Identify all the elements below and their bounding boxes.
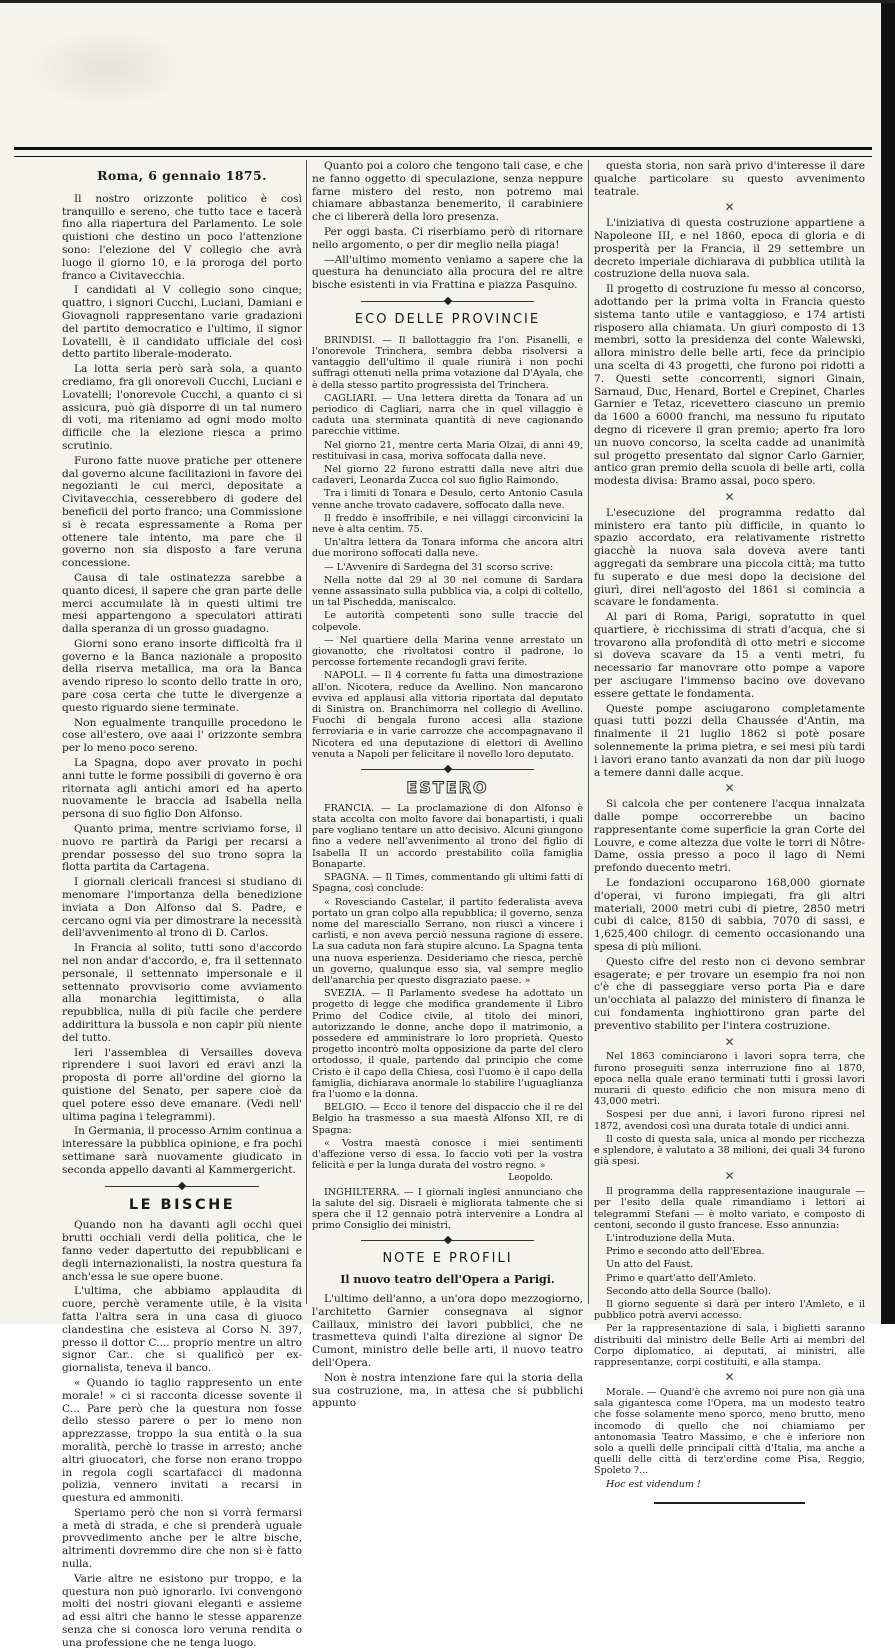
eco-block: [312, 335, 583, 760]
paragraph: Quanto prima, mentre scriviamo forse, il nuovo re partirà da Parigi per recarsi a prendar possesso del suo trono sopra la flotta partita da Cartagena.: [62, 823, 302, 874]
paragraph: Il nostro orizzonte politico è così tranquillo e sereno, che tutto tace e tacerà fino alla riapertura del Parlamento. Le sole quistioni che destino un poco l'attenzione sono: l'elezione del V collegio che avrà luogo il giorno 10, e la proroga del porto franco a Civitavecchia.: [62, 192, 302, 282]
signature: Leopoldo.: [508, 1173, 553, 1184]
paragraph: Queste pompe asciugarono completamente quasi tutti pozzi della Chaussée d'Antin, ma finalmente il 21 luglio 1862 si potè posare solennemente la prima pietra, e sei mesi più tardi i lavori erano tanto avanzati da non dar più luogo a temere danni dalle acque.: [594, 702, 865, 779]
diamond-ornament-icon: [443, 1236, 451, 1244]
section-ornament: [312, 1235, 583, 1247]
header-double-rule: [14, 147, 872, 157]
section-ornament: [62, 1181, 302, 1193]
closing-line: Hoc est videndum !: [606, 1478, 701, 1490]
diamond-ornament-icon: [178, 1181, 186, 1189]
paragraph: Il programma della rappresentazione inaugurale — per l'esito della quale rimandiamo i lettori ai telegrammi Stefani — è molto variato, e composto di centoni, secondo il gusto francese. Esso annunzia:: [594, 1186, 865, 1231]
paragraph: Il giorno seguente si darà per intero l'Amleto, e il pubblico potrà avervi accesso.: [594, 1299, 865, 1322]
paragraph: Nel 1863 cominciarono i lavori sopra terra, che furono proseguiti senza interruzione fino al 1870, epoca nella quale erano terminati tutti i grossi lavori murarii di questo edificio che non misura meno di 43,000 metri.: [594, 1051, 865, 1108]
paragraph: La lotta seria però sarà sola, a quanto crediamo, fra gli onorevoli Cucchi, Luciani e Lovatelli; l'onorevole Cucchi, a quanto ci si assicura, può già disporre di un tal numero di voti, ma riteniamo ad ogni modo molto difficile che la elezione riesca a primo scrutinio.: [62, 363, 302, 452]
paragraph: Quanto poi a coloro che tengono tali case, e che ne fanno oggetto di speculazione, senza neppure farne mistero del resto, non potremo mai chiamare abbastanza benemerito, il carabiniere che ci libererà della loro presenza.: [312, 160, 583, 224]
paragraph: Morale. — Quand'è che avremo noi pure non già una sala gigantesca come l'Opera, ma un modesto teatro che fosse solamente meno sporco, meno brutto, meno incomodo di quello che noi chiamiamo per antonomasia Teatro Massimo, e che è inferiore non solo a quelli delle principali città d'Italia, ma anche a quelli delle città di terz'ordine come Pisa, Reggio, Spoleto ?...: [594, 1387, 865, 1477]
paragraph: questa storia, non sarà privo d'interesse il dare qualche particolare su questo avvenimento teatrale.: [594, 160, 865, 198]
paragraph: « Vostra maestà conosce i miei sentimenti d'affezione verso di essa. Io faccio voti per la vostra felicità e per la lunga durata del vostro regno. »: [312, 1137, 583, 1172]
column-3: [594, 160, 865, 1490]
estero-block: [312, 803, 583, 1232]
column-divider: [588, 160, 589, 1304]
diamond-ornament-icon: [443, 765, 451, 773]
article-subheading: Il nuovo teatro dell'Opera a Parigi.: [340, 1273, 555, 1287]
paragraph: NAPOLI. — Il 4 corrente fu fatta una dimostrazione all'on. Nicotera, reduce da Avellino. Non mancarono evviva ed applausi alla vittoria riportata dal deputato di Sinistra on. Branchimorra nel collegio di Avellino. Fuochi di bengala furono accesi alla stazione ferroviaria e in varie carrozze che accompagnavano il Nicotera ed una deputazione di elettori di Avellino venuta a Napoli per felicitare il novello loro deputato.: [312, 670, 583, 760]
paragraph: Causa di tale ostinatezza sarebbe a quanto dicesi, il sapere che gran parte delle merci accumulate là in questi ultimi tre mesi appartengono a speculatori attirati dalla speranza di un grosso guadagno.: [62, 571, 302, 636]
scan-border-right: [881, 0, 895, 1324]
paragraph: Nel giorno 22 furono estratti dalla neve altri due cadaveri, Leonarda Zucca col suo figlio Raimondo.: [312, 464, 583, 487]
paragraph: I candidati al V collegio sono cinque; quattro, i signori Cucchi, Luciani, Damiani e Giovagnoli rappresentano varie gradazioni del partito democratico e l'ultimo, il signor Lovatelli, è il candidato ufficiale del così detto partito liberale-moderato.: [62, 284, 302, 361]
paragraph: Giorni sono erano insorte difficoltà fra il governo e la Banca nazionale a proposito della riserva metallica, ma ora la Banca avendo ripreso lo sconto dello tratte in oro, pare cosa certa che tutte le divergenze a questo riguardo siene terminate.: [62, 637, 302, 714]
cross-separator-icon: ✕: [724, 200, 735, 215]
morale-block: [594, 1387, 865, 1490]
paragraph: Il progetto di costruzione fu messo al concorso, adottando per la prima volta in Francia questo sistema tanto utile e vantaggioso, e 174 artisti risposero alla chiamata. Un giurì composto di 13 membri, sotto la presidenza del conte Walewski, allora ministro delle belle arti, fece da principio una scelta di 43 progetti, che furono poi ridotti a 7. Questi sette concorrenti, signori Ginain, Sarnaud, Duc, Henard, Bortel e Crepinet, Charles Garnier e Tetaz, ricevettero ciascuno un premio da 1600 a 6000 franchi, ma nessuno fu riputato degno di ricevere il gran premio; aperto fra loro un nuovo concorso, la scelta cadde ad unanimità sul progetto presentato dal signor Carlo Garnier, antico gran premio della scuola di belle arti, colla modesta divisa: Bramo assai, poco spero.: [594, 283, 865, 488]
programme-item: Un atto del Faust.: [606, 1259, 694, 1271]
paragraph: Un'altra lettera da Tonara informa che ancora altri due morirono soffocati dalla neve.: [312, 537, 583, 560]
paragraph: Al pari di Roma, Parigi, sopratutto in quel quartiere, è ricchissima di strati d'acqua, che si trovarono alla profondità di otto metri e siccome si doveva scavare da 15 a venti metri, fu necessario far manovrare otto pompe a vapore per asciugare l'immenso bacino ove dovevano essere gettate le fondamenta.: [594, 611, 865, 700]
programme-item: L'introduzione della Muta.: [606, 1233, 735, 1245]
paragraph: SPAGNA. — Il Times, commentando gli ultimi fatti di Spagna, così conclude:: [312, 872, 583, 895]
paragraph: INGHILTERRA. — I giornali inglesi annunciano che la salute del sig. Disraeli è migliorata talmente che si spera che il 12 gennaio potrà intervenire a Londra al primo Consiglio dei ministri.: [312, 1186, 583, 1232]
paragraph: L'iniziativa di questa costruzione appartiene a Napoleone III, e nel 1860, epoca di gloria e di prosperità per la Francia, il 29 settembre un decreto imperiale dichiarava di pubblica utilità la costruzione della nuova sala.: [594, 217, 865, 281]
paragraph: Si calcola che per contenere l'acqua innalzata dalle pompe occorrerebbe un bacino rappresentante come superficie la gran Corte del Louvre, e come altezza due volte le torri di Nôtre-Dame, ossia presso a poco il lago di Nemi prefondo duecento metri.: [594, 798, 865, 875]
paragraph: L'ultimo dell'anno, a un'ora dopo mezzogiorno, l'architetto Garnier consegnava al signor Caillaux, ministro dei lavori pubblici, che ne trasmetteva quindi l'alta direzione al signor De Cumont, ministro delle belle arti, il nuovo teatro dell'Opera.: [312, 1292, 583, 1369]
paragraph: Tra i limiti di Tonara e Desulo, certo Antonio Casula venne anche trovato cadavere, soffocato dalla neve.: [312, 488, 583, 511]
programme-block: [594, 1186, 865, 1368]
column-2: [312, 160, 583, 1410]
paragraph: — Nel quartiere della Marina venne arrestato un giovanotto, che rivoltatosi contro il padrone, lo percosse fortemente recandogli gravi ferite.: [312, 634, 583, 669]
end-rule: [594, 1498, 865, 1508]
paper-stain: [22, 28, 192, 108]
paragraph: In Francia al solito, tutti sono d'accordo nel non andar d'accordo, e, fra il settennato personale, il settennato impersonale e il settennato provvisorio come avviamento alla monarchia legittimista, o alla repubblica, nulla di più facile che perdere addirittura la bussola e non capir più niente del tutto.: [62, 942, 302, 1044]
paragraph: —All'ultimo momento veniamo a sapere che la questura ha denunciato alla procura del re altre bische esistenti in via Frattina e piazza Pasquino.: [312, 253, 583, 292]
cross-separator-icon: ✕: [724, 1370, 735, 1385]
paragraph: Nella notte dal 29 al 30 nel comune di Sardara venne assassinato sulla pubblica via, a colpi di coltello, un tal Pischedda, maniscalco.: [312, 574, 583, 609]
column-1: [62, 160, 302, 1649]
opera-block: [594, 1051, 865, 1167]
paragraph: Per la rappresentazione di sala, i biglietti saranno distribuiti dal ministro delle Belle Arti ai membri del Corpo diplomatico, ai deputati, ai ministri, alle rappresentanze, corpi costituiti, e alla stampa.: [594, 1323, 865, 1369]
paragraph: FRANCIA. — La proclamazione di don Alfonso è stata accolta con molto favore dai bonapartisti, i quali pare vogliano tentare un atto decisivo. Alcuni giungono fino a vedere nell'avvenimento al trono del figlio di Isabella II un accordo prestabilito colla famiglia Bonaparte.: [312, 802, 583, 870]
diamond-ornament-icon: [443, 297, 451, 305]
paragraph: Furono fatte nuove pratiche per ottenere dal governo alcune facilitazioni in favore dei negozianti le cui merci, depositate a Civitavecchia, cesserebbero di godere del beneficii del porto franco; una Commissione si è recata espressamente a Roma per ottenere tale intento, ma pare che il governo non sia disposto a fare veruna concessione.: [62, 454, 302, 570]
cross-separator-icon: ✕: [724, 489, 735, 504]
paragraph: Quando non ha davanti agli occhi quei brutti occhiali verdi della politica, che le fanno veder dapertutto dei repubblicani e degli internazionalisti, la nostra questura fa anch'essa le sue opere buone.: [62, 1219, 302, 1283]
programme-item: Primo e quart'atto dell'Amleto.: [606, 1272, 757, 1284]
paragraph: Nel giorno 21, mentre certa Maria Olzai, di anni 49, restituivasi in casa, moriva soffocata dalla neve.: [312, 439, 583, 462]
paragraph: In Germania, il processo Arnim continua a interessare la pubblica opinione, e fra pochi settimane sarà nuovamente giudicato in seconda appello davanti al Kammergericht.: [62, 1125, 302, 1176]
dateline: Roma, 6 gennaio 1875.: [97, 168, 267, 183]
paragraph: L'ultima, che abbiamo applaudita di cuore, perchè veramente utile, è la visita fatta l'altra sera in una casa di giuoco clandestina che esisteva al Corso N. 397, presso il dottor C.... proprio mentre un altro signor Car.. che si qualificò per ex-giornalista, teneva il banco.: [62, 1285, 302, 1375]
paragraph: BELGIO. — Ecco il tenore del dispaccio che il re del Belgio ha trasmesso a sua maestà Alfonso XII, re di Spagna:: [312, 1102, 583, 1136]
programme-item: Secondo atto della Source (ballo).: [606, 1285, 772, 1297]
cross-separator-icon: ✕: [724, 1169, 735, 1184]
section-heading-bische: LE BISCHE: [128, 1196, 236, 1213]
paragraph: L'esecuzione del programma redatto dal ministero era tanto più difficile, in quanto lo spazio accordato, era relativamente ristretto giacchè la nuova sala doveva avere tanti aggregati da sembrare una piccola città; ma tutto fu superato e due mesi dopo la decisione del giurì, direi nell'agosto del 1861 si comincia a scavare le fondamenta.: [594, 506, 865, 609]
section-ornament: [312, 764, 583, 776]
paragraph: — L'Avvenire di Sardegna del 31 scorso scrive:: [324, 561, 554, 573]
paragraph: Non è nostra intenzione fare qui la storia della sua costruzione, ma, in attesa che si pubblichi appunto: [312, 1371, 583, 1410]
paragraph: « Rovesciando Castelar, il partito federalista aveva portato un gran colpo alla repubblica; il governo, senza nome del maresciallo Serrano, non riuscì a vincere i carlisti, e non aveva perciò nessuna ragione di essere. La sua caduta non farà stupire alcuno. La Spagna tenta una nuova esperienza. Desideriamo che riesca, perchè un governo, qualunque esso sia, val sempre meglio dell'anarchia per questo disgraziato paese. »: [312, 896, 583, 986]
column-divider: [306, 160, 307, 1304]
programme-item: Primo e secondo atto dell'Ebrea.: [606, 1246, 765, 1258]
section-heading-eco: ECO DELLE PROVINCIE: [354, 311, 541, 327]
paragraph: Speriamo però che non si vorrà fermarsi a metà di strada, e che si prenderà uguale provvedimento anche per le altre bische, altrimenti dovremmo dire che non si è fatto nulla.: [62, 1506, 302, 1571]
paragraph: SVEZIA. — Il Parlamento svedese ha adottato un progetto di legge che modifica grandemente il Libro Primo del Codice civile, al titolo dei minori, autorizzando le donne, anche dopo il matrimonio, a possedere ed amministrare lo loro proprietà. Questo progetto incontrò molta opposizione da parte del clero ortodosso, il quale, partendo dal principio che come Cristo è il capo della Chiesa, così l'uomo è il capo della famiglia, dichiarava anormale lo stabilire l'uguaglianza fra l'uomo e la donna.: [312, 988, 583, 1100]
paragraph: Questo cifre del resto non ci devono sembrar esagerate; e per trovare un esempio fra noi non c'è che di passeggiare verso porta Pia e dare un'occhiata al palazzo del ministero di finanza le cui fondamenta inghiottirono gran parte del preventivo stabilito per l'intera costruzione.: [594, 955, 865, 1032]
section-heading-estero: ESTERO: [406, 778, 489, 798]
paragraph: « Quando io taglio rappresento un ente morale! » ci si racconta dicesse sovente il C... Pare però che la questura non fosse dello stesso parere o per lo meno non apprezzasse, troppo la sua entità o la sua moralità, perchè lo trasse in arresto; anche altri giuocatori, che forse non erano troppo in regola cogli scartafacci di madonna polizia, vennero invitati a recarsi in questura ed ammoniti.: [62, 1376, 302, 1505]
paragraph: La Spagna, dopo aver provato in pochi anni tutte le forme possibili di governo è ora ritornata agli antichi amori ed ha aperto nuovamente le braccia ad Isabella nella persona di suo figlio Don Alfonso.: [62, 757, 302, 821]
paragraph: Il costo di questa sala, unica al mondo per ricchezza e splendore, è valutato a 38 milioni, dei quali 34 furono già spesi.: [594, 1133, 865, 1168]
paragraph: BRINDISI. — Il ballottaggio fra l'on. Pisanelli, e l'onorevole Trinchera, sembra debba risolversi a vantaggio dell'ultimo il quale riunirà i non pochi suffragi ottenuti nella prima votazione dal D'Ayala, che è della stesso partito progressista del Trinchera.: [312, 334, 583, 391]
paragraph: Le fondazioni occuparono 168,000 giornate d'operai, vi furono impiegati, fra gli altri materiali, 2000 metri cubi di pietre, 2850 metri cubi di calce, 8150 di sabbia, 7070 di sassi, e 1,625,400 chilogr. di cemento occasionando una spesa di più milioni.: [594, 877, 865, 954]
paragraph: Il freddo è insoffribile, e nei villaggi circonvicini la neve è alta centim. 75.: [312, 512, 583, 536]
paragraph: CAGLIARI. — Una lettera diretta da Tonara ad un periodico di Cagliari, narra che in quel villaggio è caduta una sterminata quantità di neve cagionando parecchie vittime.: [312, 392, 583, 438]
paragraph: I giornali clericali francesi si studiano di menomare l'importanza della benedizione inviata a Don Alfonso dal S. Padre, e cercano ogni via per dimostrare la necessità dell'avvenimento al trono di D. Carlos.: [62, 876, 302, 940]
scan-border-top: [0, 0, 895, 3]
cross-separator-icon: ✕: [724, 1034, 735, 1049]
paragraph: Varie altre ne esistono pur troppo, e la questura non può ignorarlo. Ivi convengono molti dei nostri giovani eleganti e assieme ad essi altri che hanno le stesse apparenze senza che si conosca loro veruna rendita o una professione che ne tenga luogo.: [62, 1572, 302, 1649]
paragraph: Ieri l'assemblea di Versailles doveva riprendere i suoi lavori ed eravi anzi la proposta di porre all'ordine del giorno la quistione del Senato, per sapere cioè da quel potere esso deve emanare. (Vedi nell' ultima pagina i telegrammi).: [62, 1046, 302, 1123]
paragraph: Le autorità competenti sono sulle traccie del colpevole.: [312, 610, 583, 633]
section-heading-note: NOTE E PROFILI: [382, 1251, 513, 1267]
paragraph: Per oggi basta. Ci riserbiamo però di ritornare nello argomento, o per dir meglio nella piaga!: [312, 225, 583, 251]
paragraph: Non egualmente tranquille procedono le cose all'estero, ove aaai l' orizzonte sembra per lo meno poco sereno.: [62, 716, 302, 755]
cross-separator-icon: ✕: [724, 781, 735, 796]
paragraph: Sospesi per due anni, i lavori furono ripresi nel 1872, avendosi così una durata totale di undici anni.: [594, 1109, 865, 1132]
section-ornament: [312, 296, 583, 308]
